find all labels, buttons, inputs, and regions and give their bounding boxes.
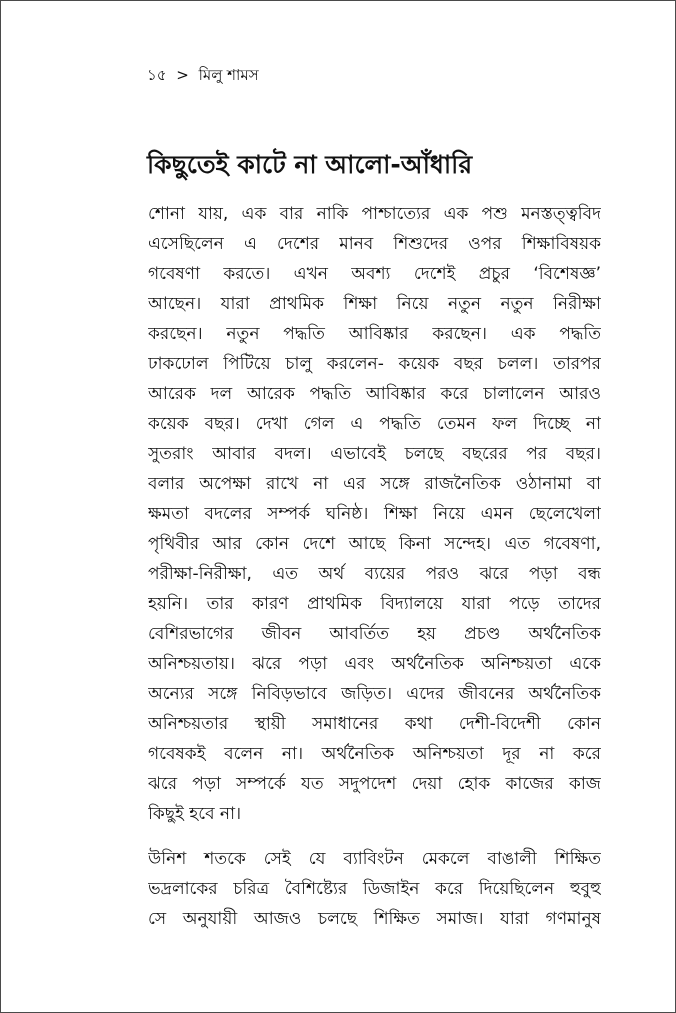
- text-line: ঢাকঢোল পিটিয়ে চালু করলেন- কয়েক বছর চলল। তারপর: [148, 354, 601, 374]
- text-line: কিছুই হবে না।: [148, 804, 242, 824]
- text-line: গবেষকই বলেন না। অর্থনৈতিক অনিশ্চয়তা দূর না করে: [148, 744, 601, 764]
- text-line: এসেছিলেন এ দেশের মানব শিশুদের ওপর শিক্ষাবিষয়ক: [148, 234, 601, 254]
- text-line: কয়েক বছর। দেখা গেল এ পদ্ধতি তেমন ফল দিচ্ছে না: [148, 414, 601, 434]
- author-name: মিলু শামস: [198, 66, 259, 84]
- text-line: হয়নি। তার কারণ প্রাথমিক বিদ্যালয়ে যারা পড়ে তাদের: [148, 594, 601, 614]
- text-line: করছেন। নতুন পদ্ধতি আবিষ্কার করছেন। এক পদ্ধতি: [148, 324, 601, 344]
- page-number: ১৫: [147, 66, 167, 84]
- text-line: বেশিরভাগের জীবন আবর্তিত হয় প্রচণ্ড অর্থনৈতিক: [148, 624, 601, 644]
- text-line: ঝরে পড়া সম্পর্কে যত সদুপদেশ দেয়া হোক কাজের কাজ: [148, 774, 601, 794]
- paragraph: [148, 844, 601, 934]
- text-line: গবেষণা করতে। এখন অবশ্য দেশেই প্রচুর ‘বিশেষজ্ঞ’: [148, 264, 601, 284]
- text-line: আছেন। যারা প্রাথমিক শিক্ষা নিয়ে নতুন নতুন নিরীক্ষা: [148, 294, 601, 314]
- text-line: শোনা যায়, এক বার নাকি পাশ্চাত্যের এক পশু মনস্তত্ত্ববিদ: [148, 204, 601, 224]
- text-line: উনিশ শতকে সেই যে ব্যাবিংটন মেকলে বাঙালী শিক্ষিত: [148, 849, 601, 869]
- text-line: সুতরাং আবার বদল। এভাবেই চলছে বছরের পর বছর।: [148, 444, 601, 464]
- text-line: বলার অপেক্ষা রাখে না এর সঙ্গে রাজনৈতিক ওঠানামা বা: [148, 474, 601, 494]
- text-line: ভদ্রলাকের চরিত্র বৈশিষ্ট্যের ডিজাইন করে দিয়েছিলেন হুবুহু: [148, 879, 601, 899]
- text-line: পরীক্ষা-নিরীক্ষা, এত অর্থ ব্যয়ের পরও ঝরে পড়া বন্ধ: [148, 564, 601, 584]
- chapter-title: কিছুতেই কাটে না আলো-আঁধারি: [147, 150, 473, 179]
- running-header: [147, 64, 259, 86]
- text-line: সে অনুযায়ী আজও চলছে শিক্ষিত সমাজ। যারা গণমানুষ: [148, 909, 601, 929]
- text-line: ক্ষমতা বদলের সম্পর্ক ঘনিষ্ঠ। শিক্ষা নিয়ে এমন ছেলেখেলা: [148, 504, 601, 524]
- text-line: অনিশ্চয়তায়। ঝরে পড়া এবং অর্থনৈতিক অনিশ্চয়তা একে: [148, 654, 601, 674]
- header-separator: >: [176, 66, 189, 84]
- paragraph: [148, 199, 601, 829]
- text-line: অনিশ্চয়তার স্থায়ী সমাধানের কথা দেশী-বিদেশী কোন: [148, 714, 601, 734]
- text-line: আরেক দল আরেক পদ্ধতি আবিষ্কার করে চালালেন আরও: [148, 384, 601, 404]
- body-text: [148, 199, 601, 934]
- text-line: পৃথিবীর আর কোন দেশে আছে কিনা সন্দেহ। এত গবেষণা,: [148, 534, 601, 554]
- text-line: অন্যের সঙ্গে নিবিড়ভাবে জড়িত। এদের জীবনের অর্থনৈতিক: [148, 684, 601, 704]
